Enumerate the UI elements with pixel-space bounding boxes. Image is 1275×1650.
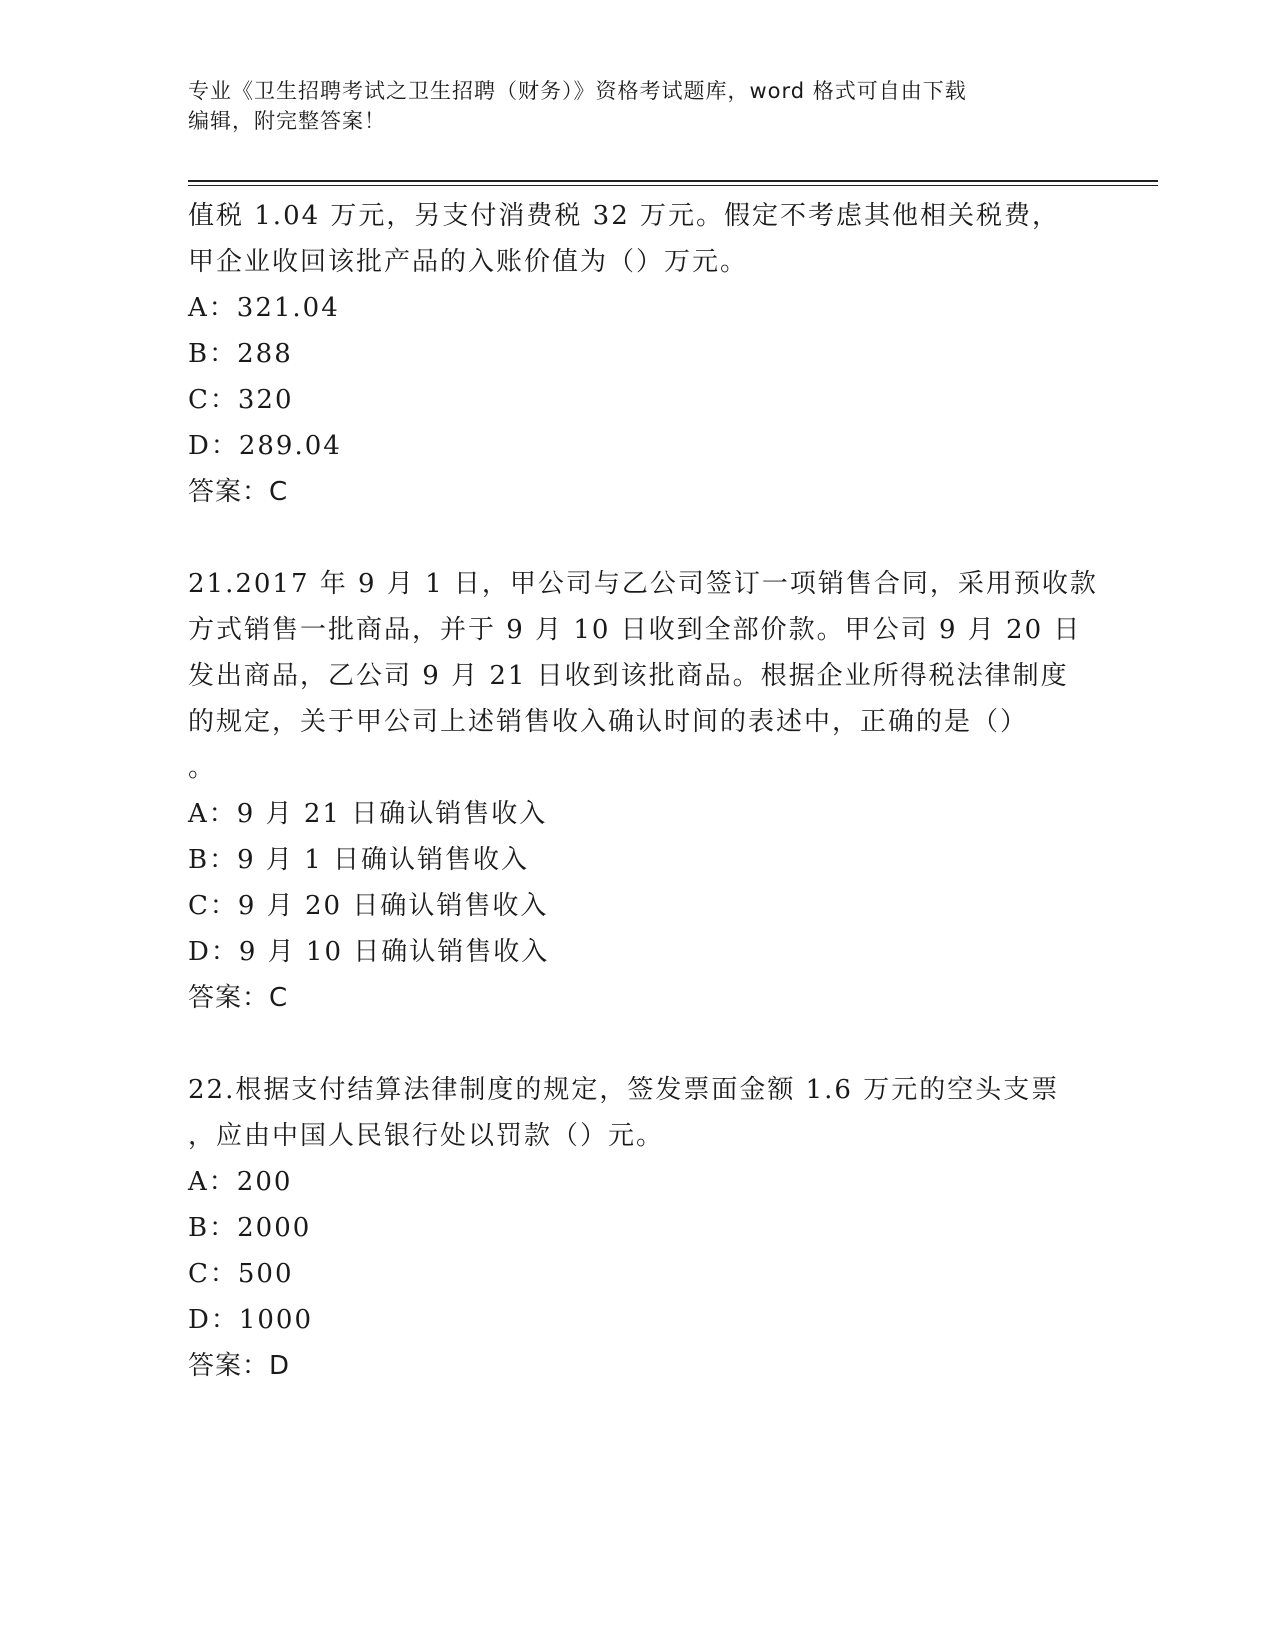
header-line-2: 编辑，附完整答案！	[188, 109, 386, 133]
option-c: C：9 月 20 日确认销售收入	[188, 891, 549, 921]
question-stem-line: 甲企业收回该批产品的入账价值为（）万元。	[188, 247, 749, 277]
question-stem-line: 值税 1.04 万元，另支付消费税 32 万元。假定不考虑其他相关税费，	[188, 201, 1061, 231]
option-c: C：320	[188, 385, 294, 415]
question-stem-line: ，应由中国人民银行处以罚款（）元。	[188, 1121, 665, 1151]
question-stem-line: 。	[188, 753, 217, 783]
question-spacer	[188, 1021, 1088, 1067]
option-b: B：288	[188, 339, 293, 369]
header-line-1: 专业《卫生招聘考试之卫生招聘（财务）》资格考试题库，word 格式可自由下载	[188, 79, 967, 103]
question-20	[188, 193, 1088, 515]
option-a: A：200	[188, 1167, 293, 1197]
question-spacer	[188, 515, 1088, 561]
question-stem-line: 发出商品，乙公司 9 月 21 日收到该批商品。根据企业所得税法律制度	[188, 661, 1069, 691]
question-stem-line: 方式销售一批商品，并于 9 月 10 日收到全部价款。甲公司 9 月 20 日	[188, 615, 1082, 645]
header-divider-thick	[188, 180, 1158, 182]
option-a: A：9 月 21 日确认销售收入	[188, 799, 548, 829]
option-b: B：2000	[188, 1213, 312, 1243]
question-stem-line: 22.根据支付结算法律制度的规定，签发票面金额 1.6 万元的空头支票	[188, 1075, 1060, 1105]
answer-text: 答案：C	[188, 477, 289, 507]
option-d: D：9 月 10 日确认销售收入	[188, 937, 550, 967]
option-a: A：321.04	[188, 293, 340, 323]
option-d: D：1000	[188, 1305, 314, 1335]
answer-text: 答案：D	[188, 1351, 291, 1381]
question-21	[188, 561, 1098, 1021]
document-header	[188, 76, 1088, 136]
header-divider-thin	[188, 185, 1158, 186]
question-22	[188, 1067, 1088, 1389]
question-stem-line: 21.2017 年 9 月 1 日，甲公司与乙公司签订一项销售合同，采用预收款	[188, 569, 1098, 599]
option-b: B：9 月 1 日确认销售收入	[188, 845, 529, 875]
answer-text: 答案：C	[188, 983, 289, 1013]
question-stem-line: 的规定，关于甲公司上述销售收入确认时间的表述中，正确的是（）	[188, 707, 1029, 737]
option-d: D：289.04	[188, 431, 342, 461]
document-body	[188, 193, 1098, 1389]
option-c: C：500	[188, 1259, 294, 1289]
